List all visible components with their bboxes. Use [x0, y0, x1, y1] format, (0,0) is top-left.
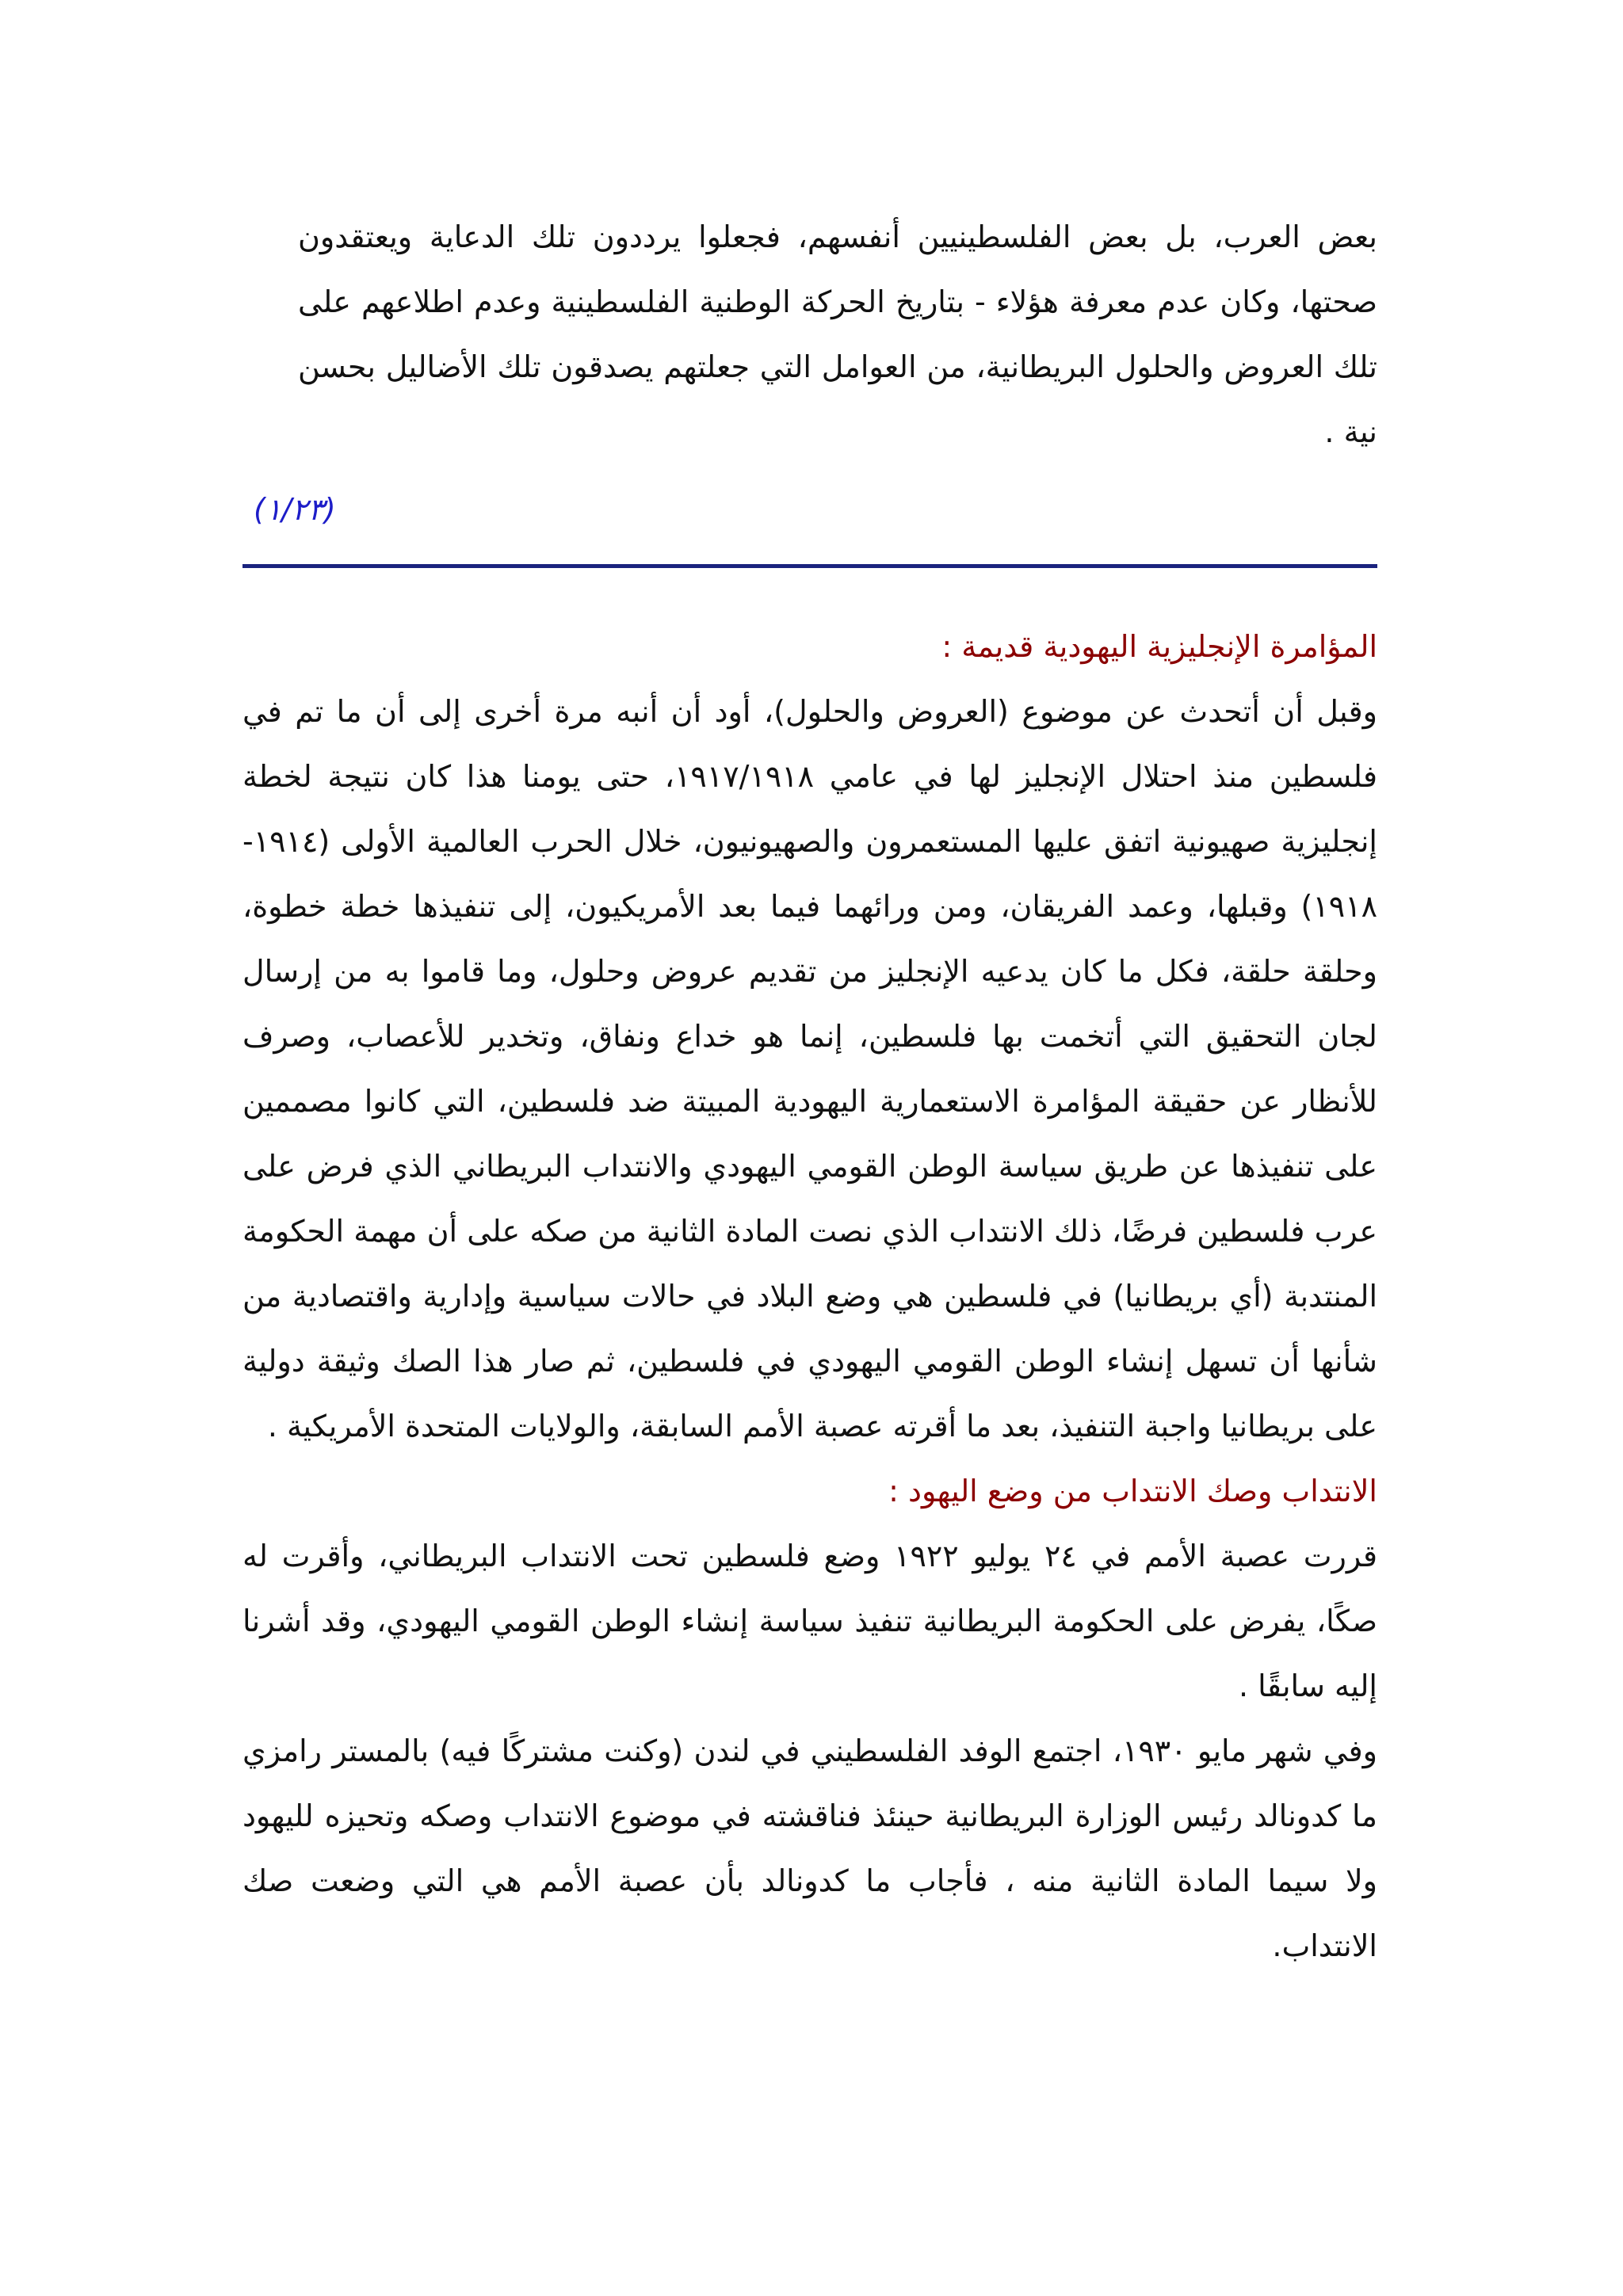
section-heading-mandate: الانتداب وصك الانتداب من وضع اليهود : — [888, 1474, 1377, 1508]
section-paragraph-mandate-1: قررت عصبة الأمم في ٢٤ يوليو ١٩٢٢ وضع فلسطين تحت الانتداب البريطاني، وأقرت له صكًا، يفرض على الحكومة البريطانية تنفيذ سياسة إنشاء الوطن القومي اليهودي، وقد أشرنا إليه سابقًا . — [242, 1539, 1377, 1703]
document-page — [242, 204, 1377, 1978]
section-divider — [242, 564, 1377, 568]
section-heading-conspiracy: المؤامرة الإنجليزية اليهودية قديمة : — [941, 629, 1377, 664]
page-reference: (١/٢٣) — [254, 492, 336, 527]
section-paragraph-mandate-2: وفي شهر مايو ١٩٣٠، اجتمع الوفد الفلسطيني في لندن (وكنت مشتركًا فيه) بالمستر رامزي ما كدونالد رئيس الوزارة البريطانية حينئذ فناقشته في موضوع الانتداب وصكه وتحيزه لليهود ولا سيما المادة الثانية منه ، فأجاب ما كدونالد بأن عصبة الأمم هي التي وضعت صك الانتداب. — [242, 1733, 1377, 1963]
section-paragraph-conspiracy: وقبل أن أتحدث عن موضوع (العروض والحلول)، أود أن أنبه مرة أخرى إلى أن ما تم في فلسطين منذ احتلال الإنجليز لها في عامي ١٩١٧/١٩١٨، حتى يومنا هذا كان نتيجة لخطة إنجليزية صهيونية اتفق عليها المستعمرون والصهيونيون، خلال الحرب العالمية الأولى (١٩١٤- ١٩١٨) وقبلها، وعمد الفريقان، ومن ورائهما فيما بعد الأمريكيون، إلى تنفيذها خطة خطوة، وحلقة حلقة، فكل ما كان يدعيه الإنجليز من تقديم عروض وحلول، وما قاموا به من إرسال لجان التحقيق التي أتخمت بها فلسطين، إنما هو خداع ونفاق، وتخدير للأعصاب، وصرف للأنظار عن حقيقة المؤامرة الاستعمارية اليهودية المبيتة ضد فلسطين، التي كانوا مصممين على تنفيذها عن طريق سياسة الوطن القومي اليهودي والانتداب البريطاني الذي فرض على عرب فلسطين فرضًا، ذلك الانتداب الذي نصت المادة الثانية من صكه على أن مهمة الحكومة المنتدبة (أي بريطانيا) في فلسطين هي وضع البلاد في حالات سياسية وإدارية واقتصادية من شأنها أن تسهل إنشاء الوطن القومي اليهودي في فلسطين، ثم صار هذا الصك وثيقة دولية على بريطانيا واجبة التنفيذ، بعد ما أقرته عصبة الأمم السابقة، والولايات المتحدة الأمريكية . — [242, 694, 1377, 1444]
intro-paragraph: بعض العرب، بل بعض الفلسطينيين أنفسهم، فجعلوا يرددون تلك الدعاية ويعتقدون صحتها، وكان عدم معرفة هؤلاء - بتاريخ الحركة الوطنية الفلسطينية وعدم اطلاعهم على تلك العروض والحلول البريطانية، من العوامل التي جعلتهم يصدقون تلك الأضاليل بحسن نية . — [298, 219, 1377, 449]
